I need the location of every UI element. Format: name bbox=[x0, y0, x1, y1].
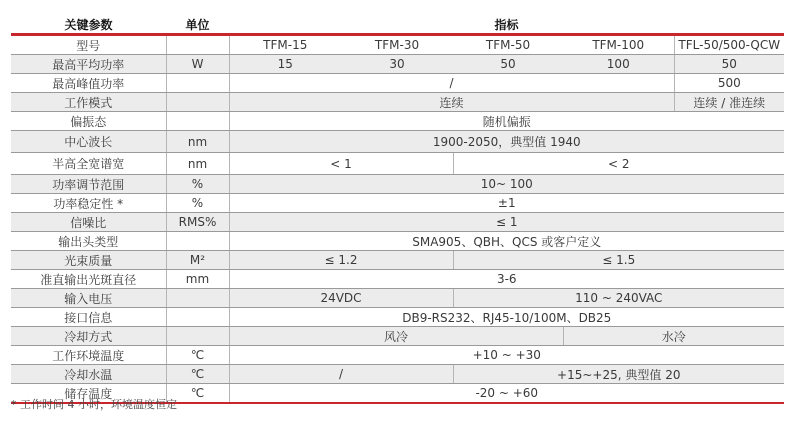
param-label: 最高平均功率 bbox=[11, 55, 166, 74]
row-stability bbox=[11, 194, 784, 213]
value-cell: 24VDC bbox=[229, 289, 453, 308]
value-cell: ≤ 1 bbox=[229, 213, 784, 232]
unit-cell bbox=[166, 112, 229, 131]
row-peak-power bbox=[11, 74, 784, 93]
unit-cell bbox=[166, 74, 229, 93]
row-beam-diameter bbox=[11, 270, 784, 289]
unit-cell: RMS% bbox=[166, 213, 229, 232]
unit-cell: % bbox=[166, 175, 229, 194]
row-fwhm bbox=[11, 153, 784, 175]
param-label: 偏振态 bbox=[11, 112, 166, 131]
value-cell: ≤ 1.5 bbox=[453, 251, 784, 270]
value-cell: +15~+25, 典型值 20 bbox=[453, 365, 784, 384]
param-label: 功率调节范围 bbox=[11, 175, 166, 194]
value-cell: 1900-2050，典型值 1940 bbox=[229, 131, 784, 153]
row-avg-power bbox=[11, 55, 784, 74]
model-tfm-15: TFM-15 bbox=[229, 35, 341, 55]
unit-cell bbox=[166, 35, 229, 55]
param-label: 输出头类型 bbox=[11, 232, 166, 251]
value-cell: 50 bbox=[453, 55, 563, 74]
row-op-temp bbox=[11, 346, 784, 365]
value-cell: ≤ 1.2 bbox=[229, 251, 453, 270]
unit-cell: ℃ bbox=[166, 365, 229, 384]
param-label: 冷却水温 bbox=[11, 365, 166, 384]
footnote: * 工作时间 4 小时，环境温度恒定 bbox=[11, 398, 177, 411]
param-label: 半高全宽谱宽 bbox=[11, 153, 166, 175]
param-label: 功率稳定性 * bbox=[11, 194, 166, 213]
row-snr bbox=[11, 213, 784, 232]
value-cell: 随机偏振 bbox=[229, 112, 784, 131]
value-cell: 连续 / 准连续 bbox=[674, 93, 784, 112]
param-label: 信噪比 bbox=[11, 213, 166, 232]
value-cell: 110 ~ 240VAC bbox=[453, 289, 784, 308]
value-cell: SMA905、QBH、QCS 或客户定义 bbox=[229, 232, 784, 251]
value-cell: ±1 bbox=[229, 194, 784, 213]
row-cooling bbox=[11, 327, 784, 346]
unit-cell: ℃ bbox=[166, 384, 229, 404]
param-label: 工作模式 bbox=[11, 93, 166, 112]
unit-cell bbox=[166, 93, 229, 112]
unit-cell: M² bbox=[166, 251, 229, 270]
unit-cell: % bbox=[166, 194, 229, 213]
value-cell: 10~ 100 bbox=[229, 175, 784, 194]
row-voltage bbox=[11, 289, 784, 308]
value-cell: +10 ~ +30 bbox=[229, 346, 784, 365]
unit-cell bbox=[166, 308, 229, 327]
param-label: 储存温度 bbox=[11, 384, 166, 404]
value-cell: / bbox=[229, 74, 674, 93]
value-cell: -20 ~ +60 bbox=[229, 384, 784, 404]
value-cell: 3-6 bbox=[229, 270, 784, 289]
unit-cell: nm bbox=[166, 131, 229, 153]
spec-table bbox=[11, 15, 784, 404]
param-label: 最高峰值功率 bbox=[11, 74, 166, 93]
row-coolant-temp bbox=[11, 365, 784, 384]
value-cell: 30 bbox=[341, 55, 453, 74]
row-beam-quality bbox=[11, 251, 784, 270]
param-label: 型号 bbox=[11, 35, 166, 55]
model-tfl-qcw: TFL-50/500-QCW bbox=[674, 35, 784, 55]
value-cell: 50 bbox=[674, 55, 784, 74]
row-interface bbox=[11, 308, 784, 327]
param-label: 输入电压 bbox=[11, 289, 166, 308]
row-model bbox=[11, 35, 784, 55]
row-work-mode bbox=[11, 93, 784, 112]
unit-cell bbox=[166, 289, 229, 308]
param-label: 接口信息 bbox=[11, 308, 166, 327]
param-label: 工作环境温度 bbox=[11, 346, 166, 365]
unit-cell: nm bbox=[166, 153, 229, 175]
header-row bbox=[11, 15, 784, 35]
unit-cell: ℃ bbox=[166, 346, 229, 365]
header-unit: 单位 bbox=[185, 17, 210, 32]
row-wavelength bbox=[11, 131, 784, 153]
unit-cell: mm bbox=[166, 270, 229, 289]
value-cell: < 2 bbox=[453, 153, 784, 175]
value-cell: 500 bbox=[674, 74, 784, 93]
value-cell: 水冷 bbox=[563, 327, 784, 346]
unit-cell bbox=[166, 327, 229, 346]
row-polarization bbox=[11, 112, 784, 131]
model-tfm-50: TFM-50 bbox=[453, 35, 563, 55]
param-label: 中心波长 bbox=[11, 131, 166, 153]
row-connector bbox=[11, 232, 784, 251]
header-spec: 指标 bbox=[494, 17, 519, 32]
value-cell: 风冷 bbox=[229, 327, 563, 346]
value-cell: / bbox=[229, 365, 453, 384]
header-param: 关键参数 bbox=[64, 17, 113, 32]
value-cell: DB9-RS232、RJ45-10/100M、DB25 bbox=[229, 308, 784, 327]
param-label: 光束质量 bbox=[11, 251, 166, 270]
value-cell: 连续 bbox=[229, 93, 674, 112]
value-cell: < 1 bbox=[229, 153, 453, 175]
unit-cell bbox=[166, 232, 229, 251]
model-tfm-30: TFM-30 bbox=[341, 35, 453, 55]
row-power-range bbox=[11, 175, 784, 194]
value-cell: 100 bbox=[563, 55, 674, 74]
param-label: 冷却方式 bbox=[11, 327, 166, 346]
param-label: 准直输出光斑直径 bbox=[11, 270, 166, 289]
unit-cell: W bbox=[166, 55, 229, 74]
model-tfm-100: TFM-100 bbox=[563, 35, 674, 55]
value-cell: 15 bbox=[229, 55, 341, 74]
